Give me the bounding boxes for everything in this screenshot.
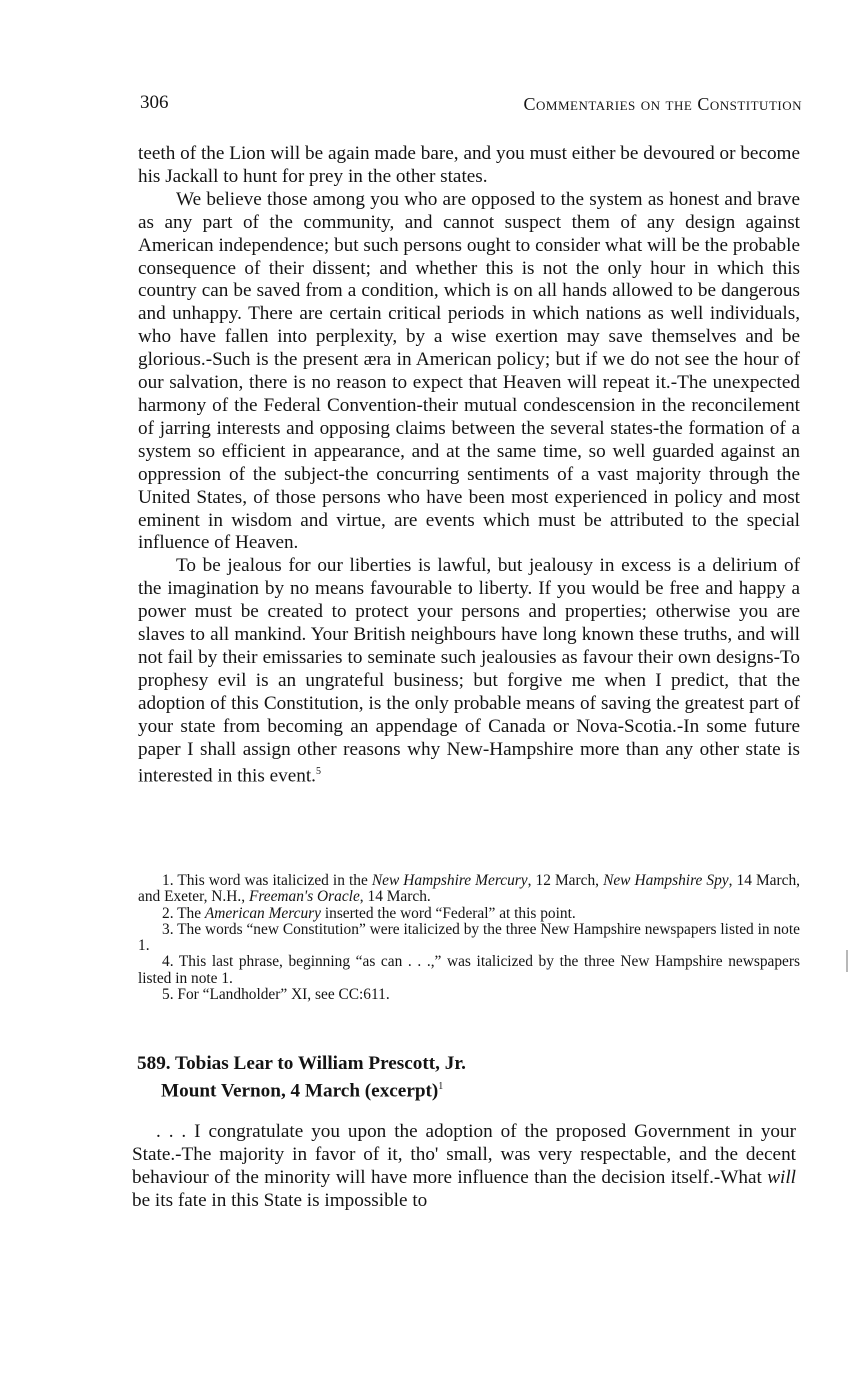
- footnote-text: 1. This word was italicized in the: [162, 872, 372, 889]
- footnote-text: 2. The: [162, 904, 205, 922]
- paragraph-text: . . . I congratulate you upon the adoption of the proposed Government in your State.-The majority in favor of it, tho' small, was very respectable, and the decent behaviour of the minority will have more influence than the decision itself.-What: [132, 1121, 796, 1188]
- footnote-text: , 12 March,: [527, 872, 604, 889]
- footnote-3: 3. The words “new Constitution” were italicized by the three New Hampshire newspapers listed in note 1.: [138, 920, 800, 955]
- paragraph-text: To be jealous for our liberties is lawful, but jealousy in excess is a delirium of the imagination by no means favourable to liberty. If you would be free and happy a power must be created to protect your persons and properties; otherwise you are slaves to all mankind. Your British neighbours have long known these truths, and will not fail by their emissaries to seminate such jealousies as favour their own designs-To prophesy evil is an ungrateful business; but forgive me when I predict, that the adoption of this Constitution, is the only probable means of saving the greatest part of your state from becoming an appendage of Canada or Nova-Scotia.-In some future paper I shall assign other reasons why New-Hampshire more than any other state is interested in this event.: [138, 555, 800, 787]
- footnote-2: [138, 906, 800, 922]
- document-heading-line1: 589. Tobias Lear to William Prescott, Jr.: [137, 1053, 466, 1074]
- paragraph: We believe those among you who are opposed to the system as honest and brave as any part of the community, and cannot suspect them of any design against American independence; but such persons ought to consider what will be the probable consequence of their dissent; and whether this is not the only hour in which this country can be saved from a condition, which is on all hands allowed to be dangerous and unhappy. There are certain critical periods in which nations as well individuals, who have fallen into perplexity, by a wise exertion may save themselves and be glorious.-Such is the present æra in American policy; but if we do not see the hour of our salvation, there is no reason to expect that Heaven will repeat it.-The unexpected harmony of the Federal Convention-their mutual condescension in the reconcilement of jarring interests and opposing claims between the several states-the formation of a system so efficient in appearance, and at the same time, so well guarded against an oppression of the subject-the concurring sentiments of a vast majority through the United States, of those persons who have been most experienced in policy and most eminent in wisdom and virtue, are events which must be attributed to the special influence of Heaven.: [138, 188, 800, 554]
- footnote-4: 4. This last phrase, beginning “as can . . .,” was italicized by the three New Hampshire newspapers listed in note 1.: [138, 953, 800, 987]
- footnote-text: , 14 March, and Exeter, N.H.,: [138, 872, 801, 906]
- footnote-text: inserted the word “Federal” at this point.: [321, 904, 576, 922]
- footnote-ref: 5: [315, 766, 321, 778]
- newspaper-title: New Hampshire Mercury: [371, 872, 528, 889]
- newspaper-title: Freeman's Oracle: [248, 888, 360, 906]
- scan-mark: [846, 950, 848, 972]
- running-header: [140, 92, 802, 116]
- newspaper-title: New Hampshire Spy: [603, 872, 729, 889]
- paragraph-continuation: teeth of the Lion will be again made bare, and you must either be devoured or become his Jackall to hunt for prey in the other states.: [138, 143, 800, 187]
- page-number: 306: [140, 92, 169, 113]
- paragraph-text: be its fate in this State is impossible to: [132, 1190, 428, 1211]
- emphasis: will: [767, 1167, 796, 1188]
- footnote-1: [138, 873, 800, 906]
- footnote-text: , 14 March.: [359, 888, 431, 906]
- footnote-ref: 1: [438, 1080, 444, 1092]
- newspaper-title: American Mercury: [204, 904, 321, 922]
- document-heading: [137, 1053, 799, 1103]
- footnotes: [138, 873, 800, 1003]
- running-title: Commentaries on the Constitution: [523, 94, 802, 114]
- main-text: [138, 143, 800, 789]
- paragraph: [138, 555, 800, 788]
- footnote-5: 5. For “Landholder” XI, see CC:611.: [162, 986, 390, 1004]
- document-heading-line2: [137, 1076, 799, 1103]
- document-text: [132, 1120, 796, 1212]
- document-heading-text: Mount Vernon, 4 March (excerpt): [161, 1080, 439, 1102]
- paragraph: [132, 1120, 796, 1212]
